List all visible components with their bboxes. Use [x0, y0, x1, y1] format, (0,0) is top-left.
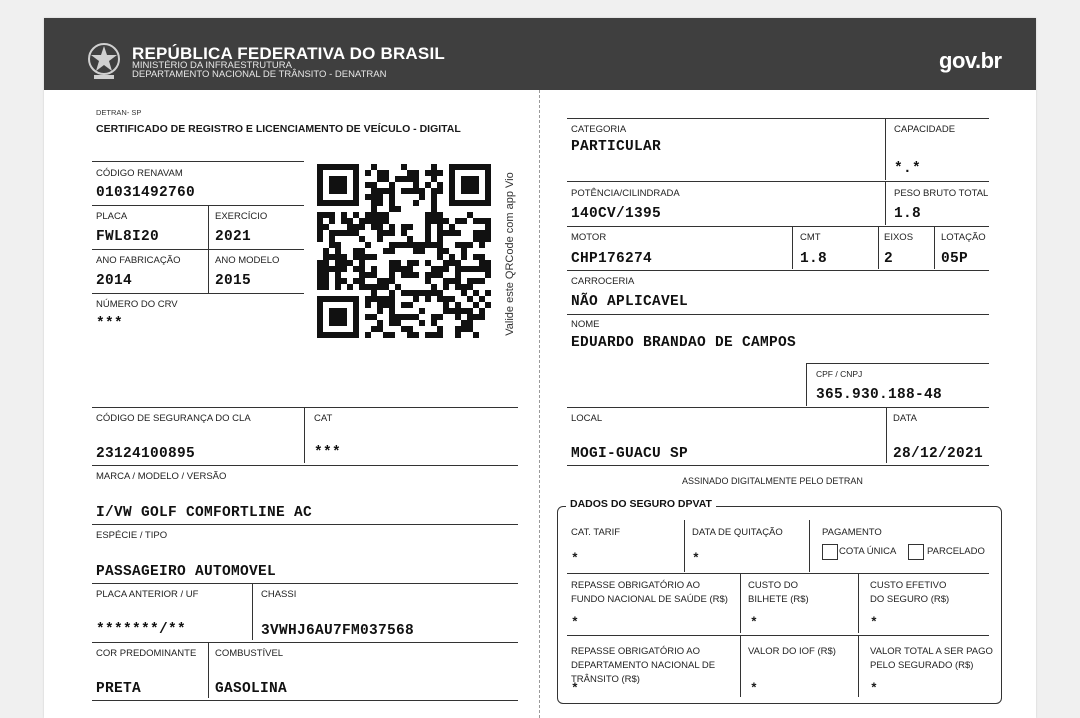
potencia-value: 140CV/1395: [571, 206, 662, 222]
codigo-seguranca-value: 23124100895: [96, 446, 196, 462]
nome-label: NOME: [571, 319, 600, 330]
carroceria-label: CARROCERIA: [571, 276, 635, 287]
custo-efetivo-value: *: [870, 615, 878, 630]
capacidade-value: *.*: [894, 161, 922, 177]
capacidade-label: CAPACIDADE: [894, 124, 956, 135]
coat-of-arms-icon: [86, 41, 122, 81]
codigo-seguranca-label: CÓDIGO DE SEGURANÇA DO CLA: [96, 413, 251, 424]
cpf-label: CPF / CNPJ: [816, 369, 863, 379]
especie-label: ESPÉCIE / TIPO: [96, 530, 168, 541]
valor-total-label-1: VALOR TOTAL A SER PAGO: [870, 646, 993, 657]
repasse-transito-value: *: [571, 681, 579, 696]
qr-code: [317, 164, 491, 338]
categoria-label: CATEGORIA: [571, 124, 627, 135]
assinado-text: ASSINADO DIGITALMENTE PELO DETRAN: [682, 476, 863, 486]
cor-value: PRETA: [96, 681, 142, 697]
issuer-label: DETRAN- SP: [96, 108, 142, 117]
data-quitacao-label: DATA DE QUITAÇÃO: [692, 527, 783, 538]
data-label: DATA: [893, 413, 917, 424]
potencia-label: POTÊNCIA/CILINDRADA: [571, 188, 680, 199]
header-title: REPÚBLICA FEDERATIVA DO BRASIL: [132, 44, 445, 63]
repasse-saude-label-2: FUNDO NACIONAL DE SAÚDE (R$): [571, 594, 728, 605]
placa-anterior-label: PLACA ANTERIOR / UF: [96, 589, 199, 600]
numero-crv-value: ***: [96, 316, 124, 332]
eixos-label: EIXOS: [884, 232, 914, 243]
local-value: MOGI-GUACU SP: [571, 446, 689, 462]
pagamento-label: PAGAMENTO: [822, 527, 882, 538]
marca-value: I/VW GOLF COMFORTLINE AC: [96, 505, 313, 521]
document-title: CERTIFICADO DE REGISTRO E LICENCIAMENTO DE VEÍCULO - DIGITAL: [96, 123, 461, 135]
ano-fabricacao-label: ANO FABRICAÇÃO: [96, 255, 181, 266]
especie-value: PASSAGEIRO AUTOMOVEL: [96, 564, 277, 580]
combustivel-label: COMBUSTÍVEL: [215, 648, 284, 659]
repasse-saude-label-1: REPASSE OBRIGATÓRIO AO: [571, 580, 700, 591]
numero-crv-label: NÚMERO DO CRV: [96, 299, 178, 310]
peso-label: PESO BRUTO TOTAL: [894, 188, 989, 199]
repasse-transito-label-2: DEPARTAMENTO NACIONAL DE: [571, 660, 716, 671]
carroceria-value: NÃO APLICAVEL: [571, 294, 689, 310]
valor-total-label-2: PELO SEGURADO (R$): [870, 660, 974, 671]
qr-validation-text: Valide este QRCode com app Vio: [504, 172, 516, 336]
chassi-value: 3VWHJ6AU7FM037568: [261, 623, 415, 639]
repasse-transito-label-1: REPASSE OBRIGATÓRIO AO: [571, 646, 700, 657]
chassi-label: CHASSI: [261, 589, 297, 600]
govbr-logo: gov.br: [939, 48, 1002, 73]
custo-bilhete-label-2: BILHETE (R$): [748, 594, 809, 605]
parcelado-label: PARCELADO: [927, 546, 985, 557]
center-divider: [539, 90, 540, 718]
ano-modelo-value: 2015: [215, 273, 252, 289]
exercicio-label: EXERCÍCIO: [215, 211, 268, 222]
data-quitacao-value: *: [692, 551, 700, 566]
document-card: [44, 18, 1036, 718]
motor-value: CHP176274: [571, 251, 653, 267]
header-department: DEPARTAMENTO NACIONAL DE TRÂNSITO - DENATRAN: [132, 69, 387, 80]
valor-total-value: *: [870, 681, 878, 696]
categoria-value: PARTICULAR: [571, 139, 662, 155]
custo-efetivo-label-2: DO SEGURO (R$): [870, 594, 950, 605]
cpf-value: 365.930.188-48: [816, 387, 943, 403]
renavam-value: 01031492760: [96, 185, 196, 201]
cmt-value: 1.8: [800, 251, 828, 267]
eixos-value: 2: [884, 251, 894, 267]
cat-value: ***: [314, 445, 342, 461]
cor-label: COR PREDOMINANTE: [96, 648, 197, 659]
combustivel-value: GASOLINA: [215, 681, 288, 697]
placa-label: PLACA: [96, 211, 128, 222]
nome-value: EDUARDO BRANDAO DE CAMPOS: [571, 335, 797, 351]
repasse-transito-label-3: TRÂNSITO (R$): [571, 674, 640, 685]
header-ministry: MINISTÉRIO DA INFRAESTRUTURA: [132, 60, 292, 71]
cat-tarif-label: CAT. TARIF: [571, 527, 621, 538]
exercicio-value: 2021: [215, 229, 252, 245]
motor-label: MOTOR: [571, 232, 607, 243]
renavam-label: CÓDIGO RENAVAM: [96, 168, 183, 179]
peso-value: 1.8: [894, 206, 922, 222]
valor-iof-value: *: [750, 681, 758, 696]
cota-unica-label: COTA ÚNICA: [839, 546, 897, 557]
placa-anterior-value: *******/**: [96, 622, 187, 638]
custo-efetivo-label-1: CUSTO EFETIVO: [870, 580, 947, 591]
ano-fabricacao-value: 2014: [96, 273, 133, 289]
marca-label: MARCA / MODELO / VERSÃO: [96, 471, 227, 482]
cat-label: CAT: [314, 413, 333, 424]
header-bar: [44, 18, 1036, 90]
ano-modelo-label: ANO MODELO: [215, 255, 280, 266]
repasse-saude-value: *: [571, 615, 579, 630]
lotacao-label: LOTAÇÃO: [941, 232, 986, 243]
placa-value: FWL8I20: [96, 229, 160, 245]
cat-tarif-value: *: [571, 551, 579, 566]
parcelado-checkbox[interactable]: [908, 544, 924, 560]
custo-bilhete-value: *: [750, 615, 758, 630]
custo-bilhete-label-1: CUSTO DO: [748, 580, 798, 591]
cota-unica-checkbox[interactable]: [822, 544, 838, 560]
lotacao-value: 05P: [941, 251, 969, 267]
dpvat-title: DADOS DO SEGURO DPVAT: [566, 498, 716, 510]
local-label: LOCAL: [571, 413, 603, 424]
valor-iof-label: VALOR DO IOF (R$): [748, 646, 836, 657]
cmt-label: CMT: [800, 232, 821, 243]
data-value: 28/12/2021: [893, 446, 984, 462]
